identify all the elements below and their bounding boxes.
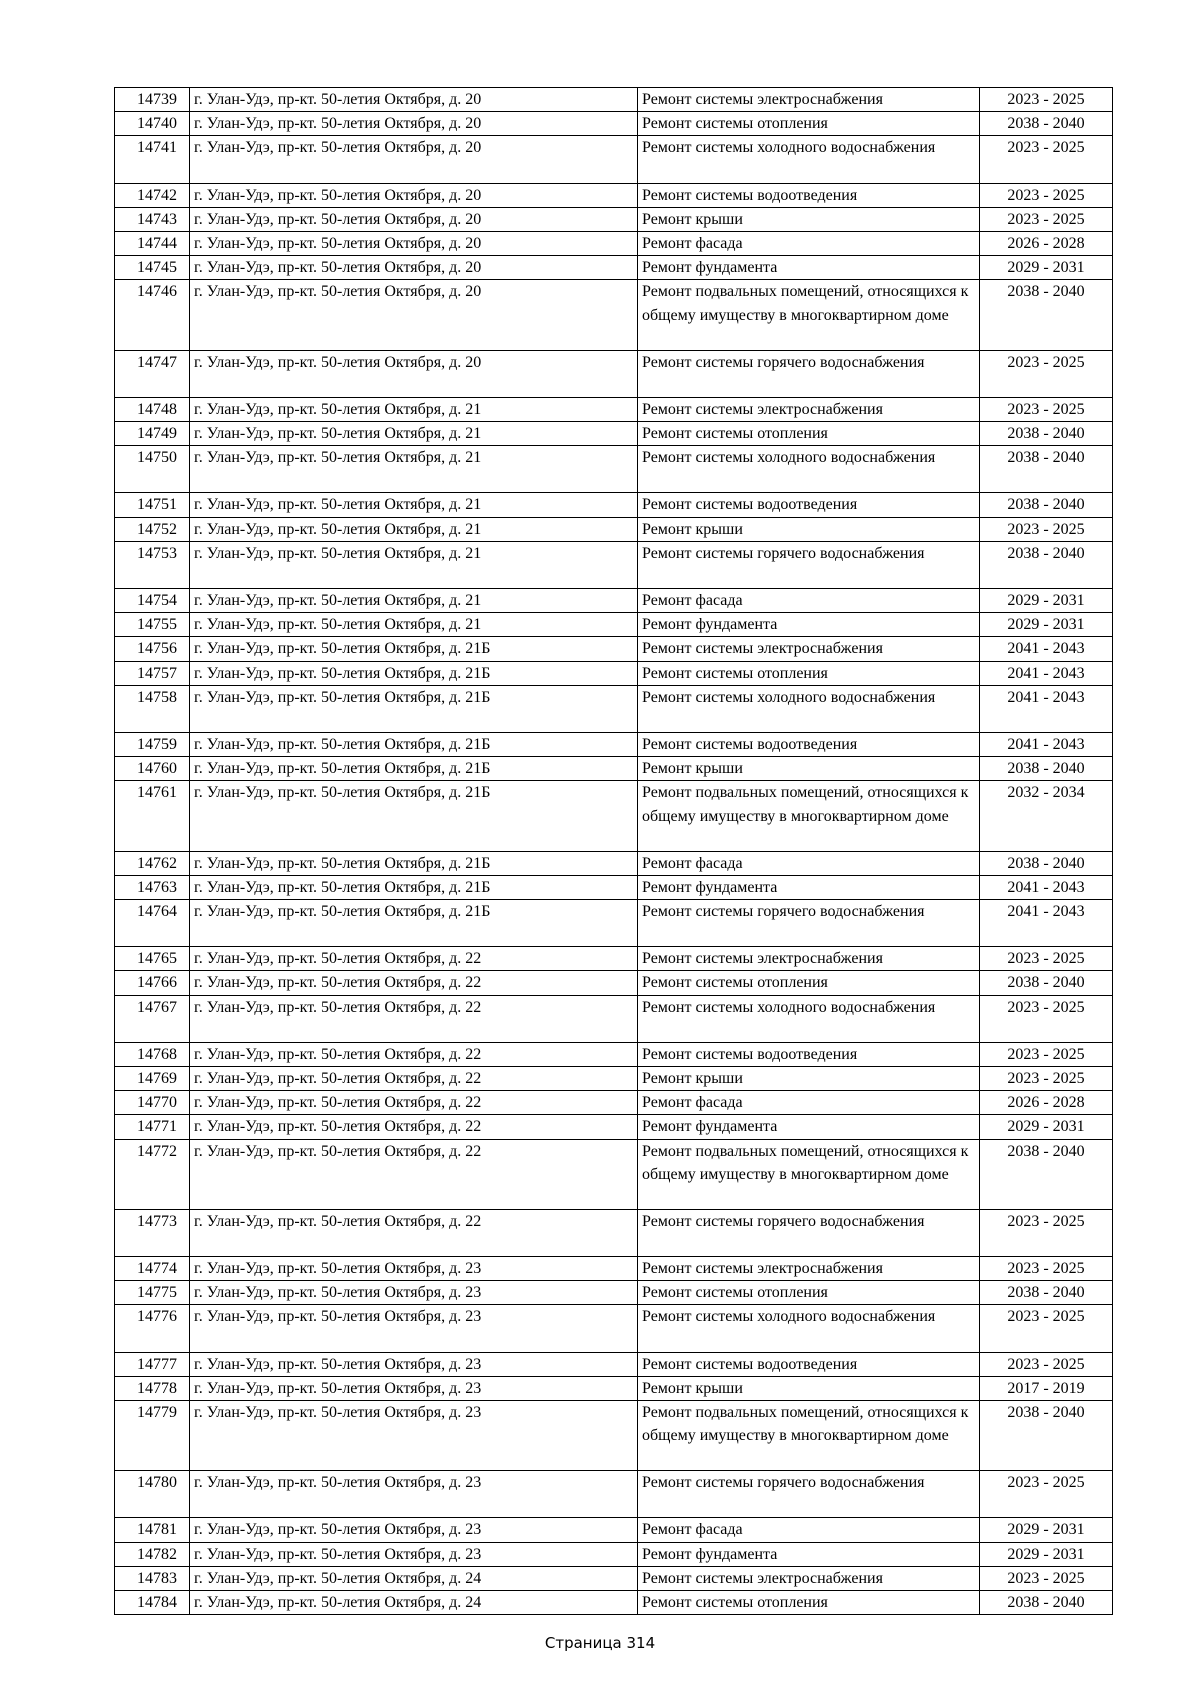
- address-cell: г. Улан-Удэ, пр-кт. 50-летия Октября, д. 21: [190, 541, 638, 588]
- work-type-cell: Ремонт системы водоотведения: [638, 1352, 980, 1376]
- address-cell: г. Улан-Удэ, пр-кт. 50-летия Октября, д. 21: [190, 446, 638, 493]
- table-row: [115, 1305, 1113, 1352]
- row-number-cell: 14784: [115, 1590, 190, 1614]
- row-number-cell: 14747: [115, 350, 190, 397]
- row-number-cell: 14770: [115, 1091, 190, 1115]
- table-row: [115, 112, 1113, 136]
- period-cell: 2038 - 2040: [980, 493, 1113, 517]
- work-type-cell: Ремонт крыши: [638, 207, 980, 231]
- table-row: [115, 661, 1113, 685]
- row-number-cell: 14776: [115, 1305, 190, 1352]
- table-body: [115, 88, 1113, 1615]
- address-cell: г. Улан-Удэ, пр-кт. 50-летия Октября, д. 20: [190, 207, 638, 231]
- row-number-cell: 14780: [115, 1471, 190, 1518]
- address-cell: г. Улан-Удэ, пр-кт. 50-летия Октября, д. 23: [190, 1471, 638, 1518]
- period-cell: 2023 - 2025: [980, 1209, 1113, 1256]
- period-cell: 2023 - 2025: [980, 517, 1113, 541]
- table-row: [115, 280, 1113, 350]
- work-type-cell: Ремонт системы отопления: [638, 112, 980, 136]
- table-row: [115, 1518, 1113, 1542]
- table-row: [115, 947, 1113, 971]
- table-row: [115, 685, 1113, 732]
- period-cell: 2023 - 2025: [980, 995, 1113, 1042]
- row-number-cell: 14767: [115, 995, 190, 1042]
- address-cell: г. Улан-Удэ, пр-кт. 50-летия Октября, д. 24: [190, 1566, 638, 1590]
- work-type-cell: Ремонт фасада: [638, 851, 980, 875]
- period-cell: 2038 - 2040: [980, 1400, 1113, 1470]
- period-cell: 2023 - 2025: [980, 947, 1113, 971]
- work-type-cell: Ремонт системы отопления: [638, 661, 980, 685]
- period-cell: 2038 - 2040: [980, 446, 1113, 493]
- row-number-cell: 14744: [115, 232, 190, 256]
- work-type-cell: Ремонт подвальных помещений, относящихся к общему имуществу в многоквартирном доме: [638, 1139, 980, 1209]
- row-number-cell: 14764: [115, 899, 190, 946]
- period-cell: 2026 - 2028: [980, 1091, 1113, 1115]
- address-cell: г. Улан-Удэ, пр-кт. 50-летия Октября, д. 23: [190, 1256, 638, 1280]
- address-cell: г. Улан-Удэ, пр-кт. 50-летия Октября, д. 20: [190, 256, 638, 280]
- table-row: [115, 350, 1113, 397]
- period-cell: 2023 - 2025: [980, 1256, 1113, 1280]
- address-cell: г. Улан-Удэ, пр-кт. 50-летия Октября, д. 21Б: [190, 781, 638, 851]
- work-type-cell: Ремонт подвальных помещений, относящихся к общему имуществу в многоквартирном доме: [638, 781, 980, 851]
- table-row: [115, 446, 1113, 493]
- work-type-cell: Ремонт системы водоотведения: [638, 183, 980, 207]
- row-number-cell: 14777: [115, 1352, 190, 1376]
- period-cell: 2038 - 2040: [980, 757, 1113, 781]
- table-row: [115, 397, 1113, 421]
- table-row: [115, 1281, 1113, 1305]
- table-row: [115, 232, 1113, 256]
- address-cell: г. Улан-Удэ, пр-кт. 50-летия Октября, д. 23: [190, 1542, 638, 1566]
- row-number-cell: 14755: [115, 613, 190, 637]
- period-cell: 2038 - 2040: [980, 541, 1113, 588]
- row-number-cell: 14766: [115, 971, 190, 995]
- row-number-cell: 14783: [115, 1566, 190, 1590]
- row-number-cell: 14778: [115, 1376, 190, 1400]
- row-number-cell: 14762: [115, 851, 190, 875]
- row-number-cell: 14775: [115, 1281, 190, 1305]
- row-number-cell: 14754: [115, 588, 190, 612]
- period-cell: 2029 - 2031: [980, 613, 1113, 637]
- work-type-cell: Ремонт фасада: [638, 588, 980, 612]
- period-cell: 2023 - 2025: [980, 1566, 1113, 1590]
- address-cell: г. Улан-Удэ, пр-кт. 50-летия Октября, д. 20: [190, 232, 638, 256]
- address-cell: г. Улан-Удэ, пр-кт. 50-летия Октября, д. 21Б: [190, 875, 638, 899]
- table-row: [115, 732, 1113, 756]
- address-cell: г. Улан-Удэ, пр-кт. 50-летия Октября, д. 21: [190, 493, 638, 517]
- row-number-cell: 14739: [115, 88, 190, 112]
- address-cell: г. Улан-Удэ, пр-кт. 50-летия Октября, д. 21Б: [190, 851, 638, 875]
- table-row: [115, 1542, 1113, 1566]
- address-cell: г. Улан-Удэ, пр-кт. 50-летия Октября, д. 23: [190, 1281, 638, 1305]
- address-cell: г. Улан-Удэ, пр-кт. 50-летия Октября, д. 22: [190, 1115, 638, 1139]
- row-number-cell: 14779: [115, 1400, 190, 1470]
- table-row: [115, 88, 1113, 112]
- period-cell: 2023 - 2025: [980, 183, 1113, 207]
- table-row: [115, 207, 1113, 231]
- row-number-cell: 14750: [115, 446, 190, 493]
- period-cell: 2023 - 2025: [980, 1042, 1113, 1066]
- row-number-cell: 14773: [115, 1209, 190, 1256]
- row-number-cell: 14758: [115, 685, 190, 732]
- work-type-cell: Ремонт фасада: [638, 1518, 980, 1542]
- address-cell: г. Улан-Удэ, пр-кт. 50-летия Октября, д. 21Б: [190, 757, 638, 781]
- work-type-cell: Ремонт системы электроснабжения: [638, 1256, 980, 1280]
- period-cell: 2032 - 2034: [980, 781, 1113, 851]
- page-number: Страница 314: [544, 1634, 656, 1652]
- table-row: [115, 588, 1113, 612]
- address-cell: г. Улан-Удэ, пр-кт. 50-летия Октября, д. 21Б: [190, 685, 638, 732]
- row-number-cell: 14746: [115, 280, 190, 350]
- period-cell: 2041 - 2043: [980, 637, 1113, 661]
- period-cell: 2041 - 2043: [980, 685, 1113, 732]
- table-row: [115, 851, 1113, 875]
- work-type-cell: Ремонт системы холодного водоснабжения: [638, 136, 980, 183]
- table-row: [115, 183, 1113, 207]
- period-cell: 2023 - 2025: [980, 1471, 1113, 1518]
- period-cell: 2023 - 2025: [980, 136, 1113, 183]
- work-type-cell: Ремонт фасада: [638, 1091, 980, 1115]
- row-number-cell: 14772: [115, 1139, 190, 1209]
- address-cell: г. Улан-Удэ, пр-кт. 50-летия Октября, д. 21Б: [190, 899, 638, 946]
- work-type-cell: Ремонт системы отопления: [638, 1590, 980, 1614]
- table-row: [115, 637, 1113, 661]
- address-cell: г. Улан-Удэ, пр-кт. 50-летия Октября, д. 23: [190, 1305, 638, 1352]
- work-type-cell: Ремонт системы холодного водоснабжения: [638, 446, 980, 493]
- row-number-cell: 14745: [115, 256, 190, 280]
- address-cell: г. Улан-Удэ, пр-кт. 50-летия Октября, д. 22: [190, 995, 638, 1042]
- work-type-cell: Ремонт системы горячего водоснабжения: [638, 1471, 980, 1518]
- work-type-cell: Ремонт системы электроснабжения: [638, 1566, 980, 1590]
- address-cell: г. Улан-Удэ, пр-кт. 50-летия Октября, д. 21Б: [190, 661, 638, 685]
- address-cell: г. Улан-Удэ, пр-кт. 50-летия Октября, д. 21: [190, 397, 638, 421]
- work-type-cell: Ремонт системы электроснабжения: [638, 397, 980, 421]
- address-cell: г. Улан-Удэ, пр-кт. 50-летия Октября, д. 20: [190, 136, 638, 183]
- period-cell: 2041 - 2043: [980, 899, 1113, 946]
- table-row: [115, 1352, 1113, 1376]
- row-number-cell: 14748: [115, 397, 190, 421]
- table-row: [115, 757, 1113, 781]
- work-type-cell: Ремонт системы горячего водоснабжения: [638, 1209, 980, 1256]
- address-cell: г. Улан-Удэ, пр-кт. 50-летия Октября, д. 21: [190, 613, 638, 637]
- address-cell: г. Улан-Удэ, пр-кт. 50-летия Октября, д. 23: [190, 1376, 638, 1400]
- table-row: [115, 971, 1113, 995]
- table-row: [115, 541, 1113, 588]
- row-number-cell: 14782: [115, 1542, 190, 1566]
- work-type-cell: Ремонт системы водоотведения: [638, 1042, 980, 1066]
- period-cell: 2029 - 2031: [980, 1542, 1113, 1566]
- address-cell: г. Улан-Удэ, пр-кт. 50-летия Октября, д. 24: [190, 1590, 638, 1614]
- period-cell: 2023 - 2025: [980, 350, 1113, 397]
- work-type-cell: Ремонт системы холодного водоснабжения: [638, 685, 980, 732]
- period-cell: 2038 - 2040: [980, 1139, 1113, 1209]
- period-cell: 2023 - 2025: [980, 1066, 1113, 1090]
- row-number-cell: 14741: [115, 136, 190, 183]
- table-row: [115, 1400, 1113, 1470]
- address-cell: г. Улан-Удэ, пр-кт. 50-летия Октября, д. 21Б: [190, 732, 638, 756]
- period-cell: 2038 - 2040: [980, 851, 1113, 875]
- address-cell: г. Улан-Удэ, пр-кт. 50-летия Октября, д. 20: [190, 350, 638, 397]
- row-number-cell: 14757: [115, 661, 190, 685]
- row-number-cell: 14756: [115, 637, 190, 661]
- work-type-cell: Ремонт системы электроснабжения: [638, 88, 980, 112]
- table-row: [115, 1256, 1113, 1280]
- table-row: [115, 256, 1113, 280]
- table-row: [115, 1566, 1113, 1590]
- period-cell: 2029 - 2031: [980, 588, 1113, 612]
- row-number-cell: 14752: [115, 517, 190, 541]
- work-type-cell: Ремонт системы отопления: [638, 971, 980, 995]
- table-row: [115, 899, 1113, 946]
- period-cell: 2041 - 2043: [980, 732, 1113, 756]
- table-row: [115, 1115, 1113, 1139]
- work-type-cell: Ремонт фундамента: [638, 1542, 980, 1566]
- row-number-cell: 14765: [115, 947, 190, 971]
- work-type-cell: Ремонт фундамента: [638, 1115, 980, 1139]
- address-cell: г. Улан-Удэ, пр-кт. 50-летия Октября, д. 22: [190, 947, 638, 971]
- table-row: [115, 136, 1113, 183]
- work-type-cell: Ремонт подвальных помещений, относящихся к общему имуществу в многоквартирном доме: [638, 1400, 980, 1470]
- row-number-cell: 14760: [115, 757, 190, 781]
- row-number-cell: 14749: [115, 421, 190, 445]
- work-type-cell: Ремонт фундамента: [638, 875, 980, 899]
- table-row: [115, 1590, 1113, 1614]
- table-row: [115, 1042, 1113, 1066]
- address-cell: г. Улан-Удэ, пр-кт. 50-летия Октября, д. 21Б: [190, 637, 638, 661]
- work-type-cell: Ремонт крыши: [638, 517, 980, 541]
- address-cell: г. Улан-Удэ, пр-кт. 50-летия Октября, д. 22: [190, 1066, 638, 1090]
- work-type-cell: Ремонт системы электроснабжения: [638, 947, 980, 971]
- row-number-cell: 14759: [115, 732, 190, 756]
- table-row: [115, 421, 1113, 445]
- address-cell: г. Улан-Удэ, пр-кт. 50-летия Октября, д. 23: [190, 1400, 638, 1470]
- row-number-cell: 14743: [115, 207, 190, 231]
- table-row: [115, 517, 1113, 541]
- work-type-cell: Ремонт системы водоотведения: [638, 732, 980, 756]
- repair-schedule-table: [114, 87, 1113, 1615]
- period-cell: 2038 - 2040: [980, 1590, 1113, 1614]
- row-number-cell: 14753: [115, 541, 190, 588]
- work-type-cell: Ремонт системы горячего водоснабжения: [638, 350, 980, 397]
- row-number-cell: 14761: [115, 781, 190, 851]
- work-type-cell: Ремонт фундамента: [638, 613, 980, 637]
- table-row: [115, 781, 1113, 851]
- period-cell: 2023 - 2025: [980, 207, 1113, 231]
- table-row: [115, 1091, 1113, 1115]
- table-row: [115, 875, 1113, 899]
- period-cell: 2038 - 2040: [980, 421, 1113, 445]
- row-number-cell: 14751: [115, 493, 190, 517]
- address-cell: г. Улан-Удэ, пр-кт. 50-летия Октября, д. 22: [190, 1209, 638, 1256]
- period-cell: 2023 - 2025: [980, 88, 1113, 112]
- address-cell: г. Улан-Удэ, пр-кт. 50-летия Октября, д. 23: [190, 1352, 638, 1376]
- address-cell: г. Улан-Удэ, пр-кт. 50-летия Октября, д. 20: [190, 88, 638, 112]
- work-type-cell: Ремонт системы горячего водоснабжения: [638, 899, 980, 946]
- work-type-cell: Ремонт фасада: [638, 232, 980, 256]
- period-cell: 2029 - 2031: [980, 1115, 1113, 1139]
- period-cell: 2023 - 2025: [980, 1305, 1113, 1352]
- address-cell: г. Улан-Удэ, пр-кт. 50-летия Октября, д. 21: [190, 517, 638, 541]
- table-row: [115, 613, 1113, 637]
- address-cell: г. Улан-Удэ, пр-кт. 50-летия Октября, д. 22: [190, 1091, 638, 1115]
- work-type-cell: Ремонт крыши: [638, 1066, 980, 1090]
- row-number-cell: 14768: [115, 1042, 190, 1066]
- address-cell: г. Улан-Удэ, пр-кт. 50-летия Октября, д. 22: [190, 971, 638, 995]
- table-row: [115, 1209, 1113, 1256]
- table-row: [115, 995, 1113, 1042]
- table-row: [115, 1139, 1113, 1209]
- period-cell: 2026 - 2028: [980, 232, 1113, 256]
- table-row: [115, 1376, 1113, 1400]
- address-cell: г. Улан-Удэ, пр-кт. 50-летия Октября, д. 22: [190, 1139, 638, 1209]
- period-cell: 2038 - 2040: [980, 971, 1113, 995]
- work-type-cell: Ремонт системы электроснабжения: [638, 637, 980, 661]
- address-cell: г. Улан-Удэ, пр-кт. 50-летия Октября, д. 21: [190, 588, 638, 612]
- period-cell: 2029 - 2031: [980, 1518, 1113, 1542]
- row-number-cell: 14769: [115, 1066, 190, 1090]
- work-type-cell: Ремонт системы отопления: [638, 1281, 980, 1305]
- work-type-cell: Ремонт системы отопления: [638, 421, 980, 445]
- work-type-cell: Ремонт системы холодного водоснабжения: [638, 1305, 980, 1352]
- work-type-cell: Ремонт системы холодного водоснабжения: [638, 995, 980, 1042]
- row-number-cell: 14781: [115, 1518, 190, 1542]
- row-number-cell: 14763: [115, 875, 190, 899]
- work-type-cell: Ремонт фундамента: [638, 256, 980, 280]
- row-number-cell: 14771: [115, 1115, 190, 1139]
- row-number-cell: 14774: [115, 1256, 190, 1280]
- period-cell: 2023 - 2025: [980, 1352, 1113, 1376]
- period-cell: 2038 - 2040: [980, 112, 1113, 136]
- period-cell: 2041 - 2043: [980, 875, 1113, 899]
- period-cell: 2023 - 2025: [980, 397, 1113, 421]
- period-cell: 2041 - 2043: [980, 661, 1113, 685]
- table-row: [115, 493, 1113, 517]
- work-type-cell: Ремонт системы горячего водоснабжения: [638, 541, 980, 588]
- period-cell: 2017 - 2019: [980, 1376, 1113, 1400]
- address-cell: г. Улан-Удэ, пр-кт. 50-летия Октября, д. 20: [190, 112, 638, 136]
- address-cell: г. Улан-Удэ, пр-кт. 50-летия Октября, д. 23: [190, 1518, 638, 1542]
- address-cell: г. Улан-Удэ, пр-кт. 50-летия Октября, д. 20: [190, 183, 638, 207]
- work-type-cell: Ремонт системы водоотведения: [638, 493, 980, 517]
- work-type-cell: Ремонт подвальных помещений, относящихся к общему имуществу в многоквартирном доме: [638, 280, 980, 350]
- address-cell: г. Улан-Удэ, пр-кт. 50-летия Октября, д. 22: [190, 1042, 638, 1066]
- table-row: [115, 1066, 1113, 1090]
- address-cell: г. Улан-Удэ, пр-кт. 50-летия Октября, д. 21: [190, 421, 638, 445]
- period-cell: 2029 - 2031: [980, 256, 1113, 280]
- work-type-cell: Ремонт крыши: [638, 1376, 980, 1400]
- address-cell: г. Улан-Удэ, пр-кт. 50-летия Октября, д. 20: [190, 280, 638, 350]
- work-type-cell: Ремонт крыши: [638, 757, 980, 781]
- row-number-cell: 14742: [115, 183, 190, 207]
- period-cell: 2038 - 2040: [980, 280, 1113, 350]
- period-cell: 2038 - 2040: [980, 1281, 1113, 1305]
- table-row: [115, 1471, 1113, 1518]
- row-number-cell: 14740: [115, 112, 190, 136]
